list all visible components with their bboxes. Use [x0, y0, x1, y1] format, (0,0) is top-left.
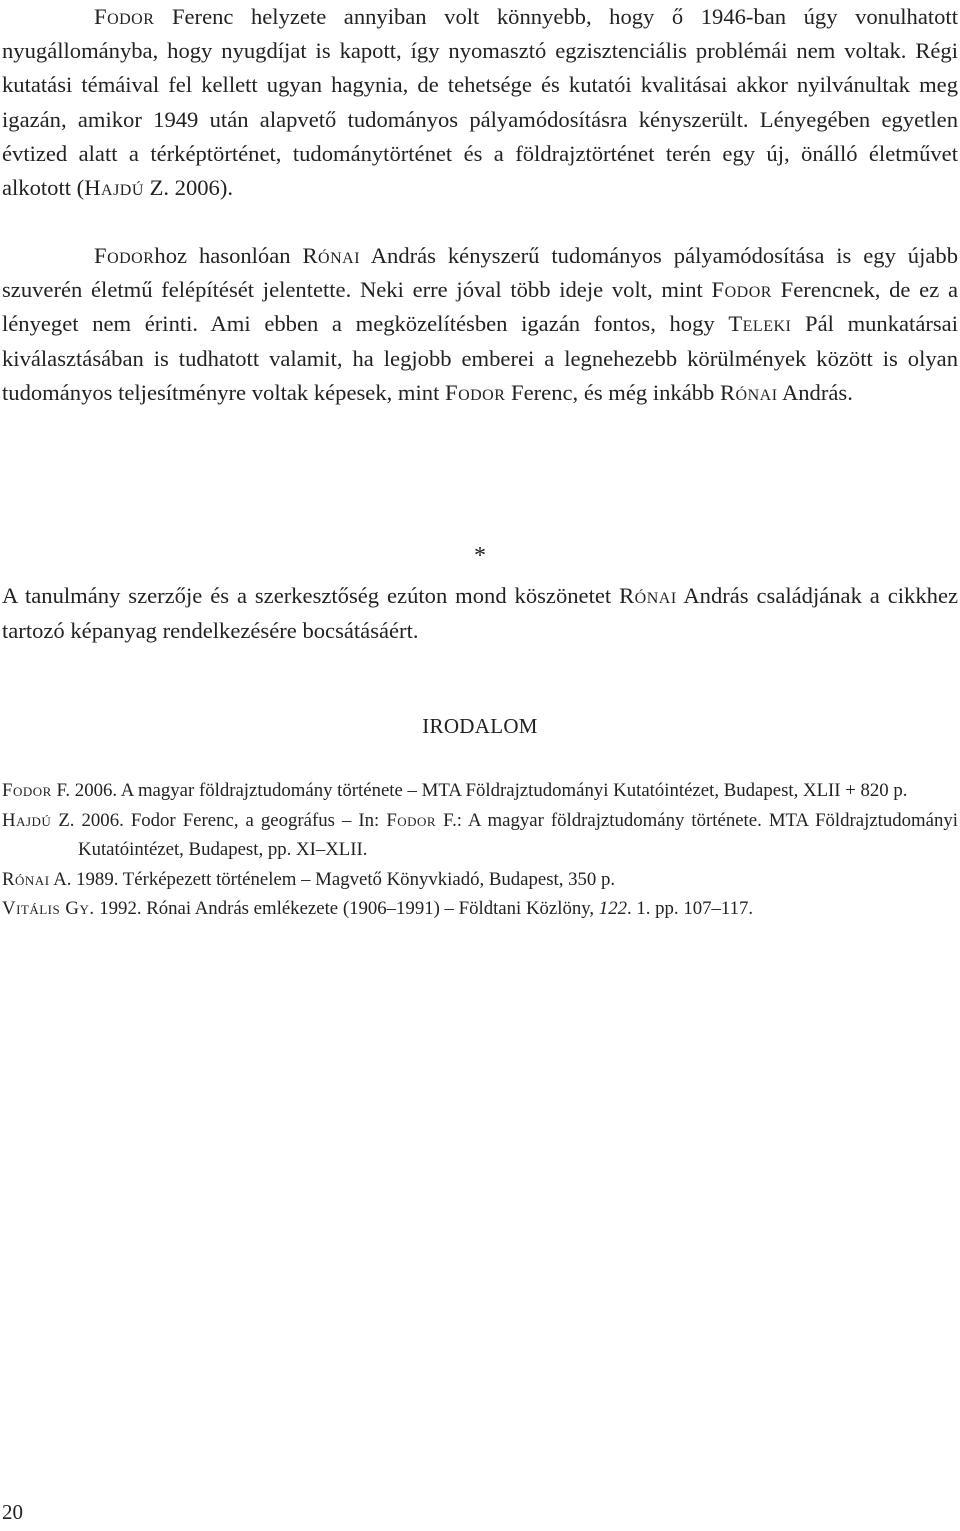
- paragraph-text: András kényszerű tudományos pályamódosítása is egy újabb szuverén életmű felépítését jelentette. Neki erre jóval több ideje volt, mint: [2, 243, 958, 303]
- author-name: Fodor: [445, 379, 506, 405]
- reference-author: Fodor: [2, 780, 52, 801]
- author-name: Fodor: [94, 243, 155, 268]
- reference-item: [2, 806, 958, 865]
- paragraph-1: [2, 0, 958, 205]
- acknowledgement-text: András családjának a cikkhez tartozó képanyag rendelkezésére bocsátásáért.: [2, 583, 958, 643]
- reference-text: F. 2006. A magyar földrajztudomány története – MTA Földrajztudományi Kutatóintézet, Budapest, XLII + 820 p.: [51, 780, 908, 801]
- author-name: Teleki: [728, 311, 792, 337]
- reference-volume: 122: [598, 898, 627, 919]
- reference-text: Z. 2006. Fodor Ferenc, a geográfus – In:: [51, 809, 387, 831]
- paragraph-text: Ferencnek, de ez a lényeget nem érinti. Ami ebben a megközelítésben igazán fontos, hogy: [2, 277, 958, 337]
- reference-text: . 1. pp. 107–117.: [626, 898, 754, 919]
- citation-year: Z. 2006).: [143, 175, 234, 201]
- reference-author: Rónai: [2, 868, 50, 890]
- paragraph-2: [2, 239, 958, 410]
- author-name: Rónai: [302, 243, 361, 268]
- paragraph-text: András.: [777, 379, 853, 405]
- acknowledgement-text: A tanulmány szerzője és a szerkesztőség ezúton mond köszönetet: [2, 583, 620, 608]
- author-name: Fodor: [94, 4, 155, 29]
- reference-item: [2, 776, 958, 806]
- author-name: Rónai: [719, 379, 778, 405]
- reference-item: [2, 865, 958, 895]
- reference-item: [2, 894, 958, 924]
- reference-text: 1992. Rónai András emlékezete (1906–1991) – Földtani Közlöny,: [94, 898, 599, 919]
- acknowledgement: [2, 578, 958, 648]
- reference-author: Vitális Gy.: [2, 898, 95, 919]
- paragraph-text: hoz hasonlóan: [154, 243, 303, 268]
- author-name: Rónai: [619, 583, 677, 608]
- references-heading: IRODALOM: [422, 714, 538, 738]
- paragraph-text: Ferenc, és még inkább: [505, 379, 720, 405]
- reference-author: Hajdú: [2, 809, 52, 831]
- citation-author: Hajdú: [84, 175, 144, 201]
- reference-author: Fodor: [386, 809, 437, 831]
- page-number: 20: [2, 1500, 23, 1524]
- paragraph-text: Ferenc helyzete annyiban volt könnyebb, hogy ő 1946-ban úgy vonulhatott nyugállományba, hogy nyugdíjat is kapott, így nyomasztó egzisztenciális problémái nem voltak. Régi kutatási témáival fel kellett ugyan hagynia, de tehetsége és kutatói kvalitásai akkor nyilvánultak meg igazán, amikor 1949 után alapvető tudományos pályamódosításra kényszerült. Lényegében egyetlen évtized alatt a térképtörténet, tudománytörténet és a földrajztörténet terén egy új, önálló életművet alkotott (: [2, 4, 958, 201]
- section-separator: *: [474, 543, 486, 569]
- reference-list: [2, 776, 958, 924]
- reference-text: A. 1989. Térképezett történelem – Magvető Könyvkiadó, Budapest, 350 p.: [49, 868, 616, 890]
- author-name: Fodor: [711, 277, 772, 303]
- reference-text: F.: A magyar földrajztudomány története. MTA Földrajztudományi Kutatóintézet, Budapest, pp. XI–XLII.: [78, 809, 958, 860]
- paragraph-text: Pál munkatársai kiválasztásában is tudhatott valamit, ha legjobb emberei a legnehezebb körülmények között is olyan tudományos teljesítményre voltak képesek, mint: [2, 311, 958, 405]
